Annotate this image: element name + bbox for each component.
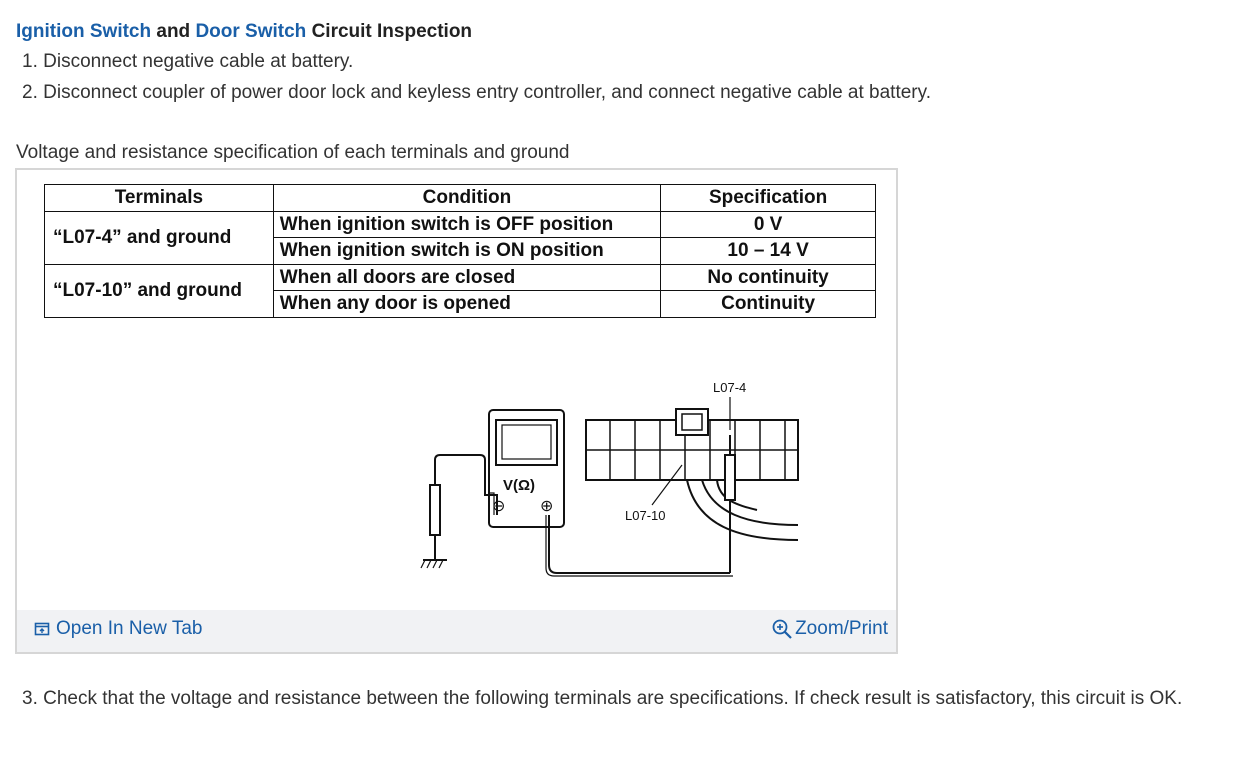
page-title: [16, 21, 472, 43]
heading-rest: Circuit Inspection: [306, 21, 473, 42]
ground-probe: [421, 485, 447, 568]
connector: [586, 409, 798, 540]
condition-cell: When any door is opened: [273, 291, 660, 318]
plus-terminal: ⊕: [540, 498, 554, 515]
connector-probe: [725, 435, 735, 573]
open-new-tab-label: Open In New Tab: [56, 618, 203, 639]
minus-terminal: ⊖: [492, 498, 506, 515]
label-l07-4: L07-4: [713, 380, 747, 395]
spec-table: [44, 184, 876, 318]
condition-cell: When all doors are closed: [273, 264, 660, 291]
multimeter: [489, 410, 564, 527]
col-header-terminals: Terminals: [45, 185, 274, 212]
step-3-text: 3. Check that the voltage and resistance between the following terminals are specifications. If check result is satisfactory, this circuit is OK.: [22, 688, 1183, 709]
ignition-switch-link[interactable]: Ignition Switch: [16, 21, 152, 42]
heading-and: and: [151, 21, 196, 42]
spec-cell: 0 V: [661, 211, 876, 238]
meter-label: V(Ω): [503, 477, 536, 494]
table-row: [45, 211, 876, 238]
table-header-row: [45, 185, 876, 212]
zoom-print-button[interactable]: [771, 618, 888, 640]
circuit-diagram: [397, 375, 817, 595]
step-2: 2. Disconnect coupler of power door lock and keyless entry controller, and connect negative cable at battery.: [22, 82, 931, 103]
new-tab-icon: [34, 621, 50, 637]
step-3: [16, 684, 1231, 714]
col-header-specification: Specification: [661, 185, 876, 212]
open-new-tab-button[interactable]: [34, 618, 202, 640]
figure-container: [15, 168, 898, 654]
condition-cell: When ignition switch is ON position: [273, 238, 660, 265]
figure-toolbar: [17, 610, 896, 652]
zoom-print-label: Zoom/Print: [795, 618, 888, 639]
zoom-in-icon: [771, 618, 793, 640]
spec-cell: No continuity: [661, 264, 876, 291]
door-switch-link[interactable]: Door Switch: [195, 21, 307, 42]
spec-cell: Continuity: [661, 291, 876, 318]
label-l07-10: L07-10: [625, 508, 666, 523]
figure-caption: Voltage and resistance specification of each terminals and ground: [16, 142, 570, 163]
terminal-cell: “L07-10” and ground: [45, 264, 274, 317]
col-header-condition: Condition: [273, 185, 660, 212]
condition-cell: When ignition switch is OFF position: [273, 211, 660, 238]
table-row: [45, 264, 876, 291]
spec-cell: 10 – 14 V: [661, 238, 876, 265]
step-1: 1. Disconnect negative cable at battery.: [22, 51, 354, 72]
terminal-cell: “L07-4” and ground: [45, 211, 274, 264]
